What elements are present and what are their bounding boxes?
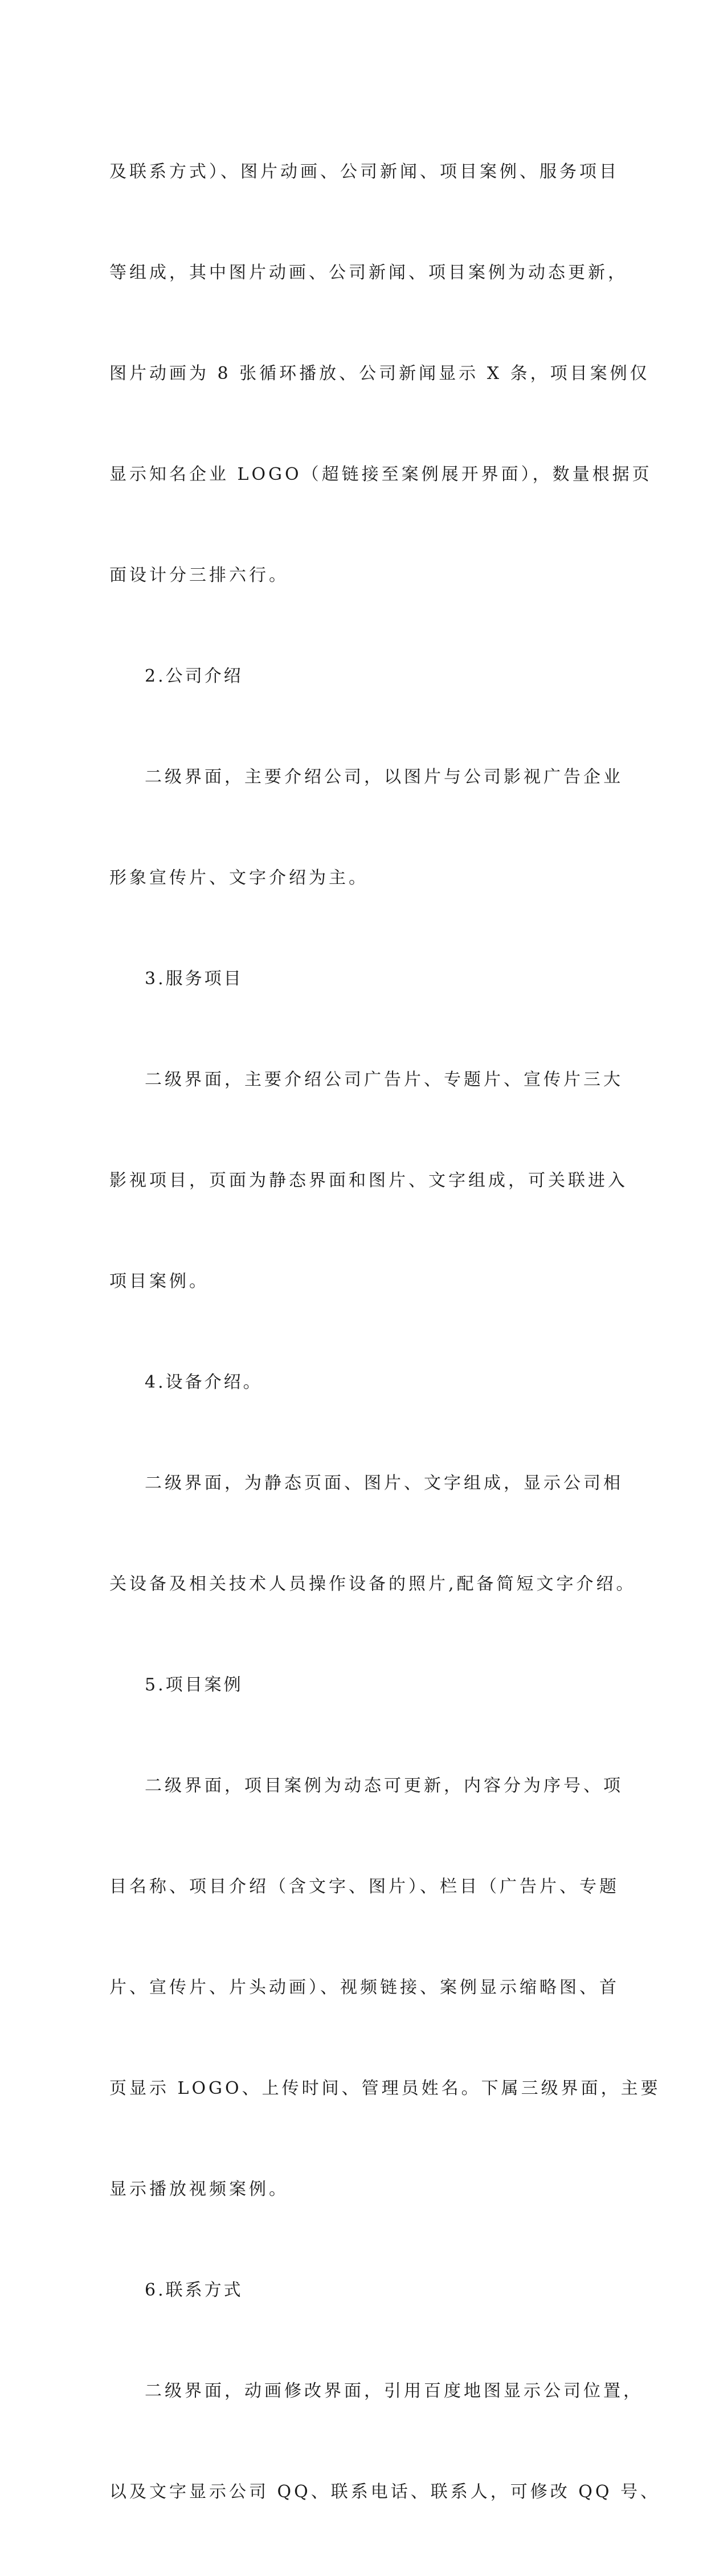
document-body [109, 88, 661, 2576]
paragraph-homepage-composition [109, 88, 652, 659]
section-heading-contact: 6.联系方式 [145, 2280, 243, 2300]
text-line: 二级界面，动画修改界面，引用百度地图显示公司位置， [145, 2381, 643, 2401]
section-heading-services: 3.服务项目 [145, 969, 243, 989]
text-line: 二级界面，项目案例为动态可更新，内容分为序号、项 [145, 1776, 623, 1796]
section-heading-equipment: 4.设备介绍。 [145, 1372, 263, 1392]
text-line: 影视项目，页面为静态界面和图片、文字组成，可关联进入 [109, 1171, 628, 1191]
text-line: 二级界面，为静态页面、图片、文字组成，显示公司相 [145, 1473, 623, 1493]
text-line: 片、宣传片、片头动画）、视频链接、案例显示缩略图、首 [109, 1978, 619, 1998]
paragraph-company-intro [109, 693, 623, 962]
text-line: 面设计分三排六行。 [109, 565, 289, 585]
text-line: 显示知名企业 LOGO（超链接至案例展开界面），数量根据页 [109, 464, 652, 484]
section-heading-project-cases: 5.项目案例 [145, 1675, 243, 1695]
text-line: 形象宣传片、文字介绍为主。 [109, 868, 369, 888]
text-line: 二级界面，主要介绍公司，以图片与公司影视广告企业 [145, 767, 623, 787]
paragraph-contact [109, 2307, 660, 2576]
text-line: 显示播放视频案例。 [109, 2179, 289, 2199]
section-heading-company-intro: 2.公司介绍 [145, 666, 243, 686]
text-line: 以及文字显示公司 QQ、联系电话、联系人，可修改 QQ 号、 [109, 2482, 660, 2502]
text-line: 二级界面，主要介绍公司广告片、专题片、宣传片三大 [145, 1070, 623, 1090]
text-line: 页显示 LOGO、上传时间、管理员姓名。下属三级界面，主要 [109, 2078, 661, 2098]
text-line: 及联系方式）、图片动画、公司新闻、项目案例、服务项目 [109, 162, 619, 182]
paragraph-equipment [109, 1399, 636, 1668]
text-line: 关设备及相关技术人员操作设备的照片,配备简短文字介绍。 [109, 1574, 636, 1594]
text-line: 目名称、项目介绍（含文字、图片）、栏目（广告片、专题 [109, 1877, 619, 1897]
text-line: 等组成，其中图片动画、公司新闻、项目案例为动态更新， [109, 263, 628, 283]
paragraph-project-cases [109, 1702, 661, 2273]
text-line: 图片动画为 8 张循环播放、公司新闻显示 X 条，项目案例仅 [109, 364, 650, 384]
text-line: 项目案例。 [109, 1271, 209, 1291]
paragraph-services [109, 996, 628, 1366]
